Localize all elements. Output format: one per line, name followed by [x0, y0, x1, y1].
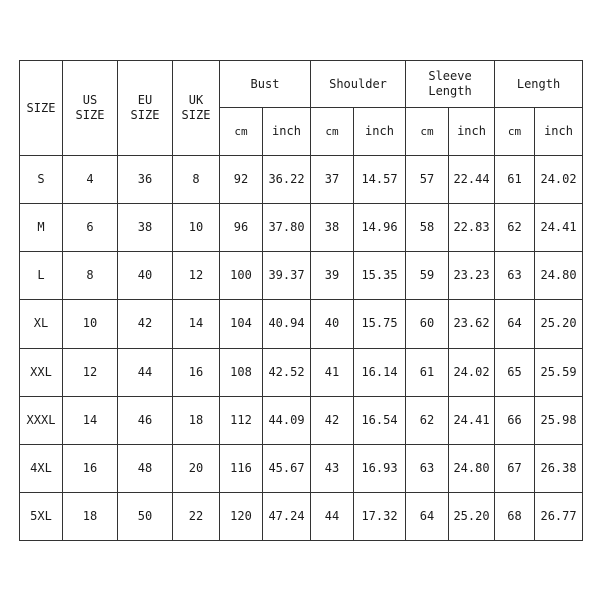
cell-bust-inch: 42.52	[263, 348, 311, 396]
header-bust-inch: inch	[263, 108, 311, 156]
size-chart-body	[20, 156, 583, 541]
header-sleeve-inch: inch	[449, 108, 495, 156]
cell-sleeve-cm: 58	[406, 204, 449, 252]
cell-bust-cm: 120	[220, 492, 263, 540]
table-row	[20, 444, 583, 492]
table-row	[20, 348, 583, 396]
header-sleeve-length: Sleeve Length	[406, 61, 495, 108]
cell-eu-size: 36	[118, 156, 173, 204]
header-shoulder-cm: cm	[311, 108, 354, 156]
cell-shoulder-cm: 42	[311, 396, 354, 444]
cell-length-inch: 26.38	[535, 444, 583, 492]
cell-shoulder-inch: 16.93	[354, 444, 406, 492]
cell-uk-size: 20	[173, 444, 220, 492]
cell-shoulder-cm: 41	[311, 348, 354, 396]
cell-us-size: 16	[63, 444, 118, 492]
cell-uk-size: 12	[173, 252, 220, 300]
cell-bust-cm: 100	[220, 252, 263, 300]
header-us-size: US SIZE	[63, 61, 118, 156]
header-sleeve-cm: cm	[406, 108, 449, 156]
cell-shoulder-cm: 40	[311, 300, 354, 348]
header-size: SIZE	[20, 61, 63, 156]
cell-length-inch: 26.77	[535, 492, 583, 540]
header-row-1	[20, 61, 583, 108]
cell-sleeve-cm: 57	[406, 156, 449, 204]
cell-bust-inch: 37.80	[263, 204, 311, 252]
cell-size: L	[20, 252, 63, 300]
cell-shoulder-inch: 14.57	[354, 156, 406, 204]
cell-uk-size: 16	[173, 348, 220, 396]
cell-eu-size: 46	[118, 396, 173, 444]
cell-bust-inch: 45.67	[263, 444, 311, 492]
cell-sleeve-inch: 25.20	[449, 492, 495, 540]
table-row	[20, 156, 583, 204]
header-uk-size: UK SIZE	[173, 61, 220, 156]
header-shoulder: Shoulder	[311, 61, 406, 108]
cell-shoulder-cm: 37	[311, 156, 354, 204]
header-bust-cm: cm	[220, 108, 263, 156]
cell-shoulder-inch: 15.35	[354, 252, 406, 300]
cell-sleeve-inch: 24.80	[449, 444, 495, 492]
cell-us-size: 14	[63, 396, 118, 444]
cell-length-inch: 24.80	[535, 252, 583, 300]
cell-us-size: 4	[63, 156, 118, 204]
cell-eu-size: 48	[118, 444, 173, 492]
cell-length-inch: 24.02	[535, 156, 583, 204]
cell-sleeve-cm: 60	[406, 300, 449, 348]
table-row	[20, 492, 583, 540]
cell-us-size: 6	[63, 204, 118, 252]
header-bust: Bust	[220, 61, 311, 108]
cell-sleeve-cm: 61	[406, 348, 449, 396]
cell-uk-size: 8	[173, 156, 220, 204]
cell-uk-size: 10	[173, 204, 220, 252]
cell-bust-inch: 36.22	[263, 156, 311, 204]
cell-sleeve-cm: 59	[406, 252, 449, 300]
cell-length-cm: 64	[495, 300, 535, 348]
cell-shoulder-cm: 38	[311, 204, 354, 252]
table-row	[20, 204, 583, 252]
cell-sleeve-inch: 23.62	[449, 300, 495, 348]
cell-length-cm: 67	[495, 444, 535, 492]
cell-sleeve-inch: 22.83	[449, 204, 495, 252]
cell-sleeve-inch: 24.02	[449, 348, 495, 396]
cell-uk-size: 22	[173, 492, 220, 540]
cell-length-cm: 66	[495, 396, 535, 444]
header-length-inch: inch	[535, 108, 583, 156]
header-shoulder-inch: inch	[354, 108, 406, 156]
cell-bust-inch: 47.24	[263, 492, 311, 540]
cell-eu-size: 38	[118, 204, 173, 252]
cell-shoulder-inch: 16.14	[354, 348, 406, 396]
cell-shoulder-cm: 44	[311, 492, 354, 540]
size-chart-table	[19, 60, 583, 541]
cell-bust-cm: 112	[220, 396, 263, 444]
cell-length-cm: 62	[495, 204, 535, 252]
cell-size: XL	[20, 300, 63, 348]
cell-bust-cm: 104	[220, 300, 263, 348]
cell-length-inch: 25.98	[535, 396, 583, 444]
cell-length-inch: 24.41	[535, 204, 583, 252]
cell-us-size: 8	[63, 252, 118, 300]
cell-shoulder-cm: 43	[311, 444, 354, 492]
cell-shoulder-inch: 16.54	[354, 396, 406, 444]
cell-sleeve-inch: 24.41	[449, 396, 495, 444]
table-row	[20, 300, 583, 348]
cell-size: XXXL	[20, 396, 63, 444]
cell-size: 5XL	[20, 492, 63, 540]
cell-uk-size: 18	[173, 396, 220, 444]
cell-length-cm: 61	[495, 156, 535, 204]
cell-eu-size: 44	[118, 348, 173, 396]
cell-size: XXL	[20, 348, 63, 396]
cell-shoulder-inch: 14.96	[354, 204, 406, 252]
cell-length-inch: 25.20	[535, 300, 583, 348]
cell-sleeve-inch: 22.44	[449, 156, 495, 204]
cell-size: S	[20, 156, 63, 204]
cell-shoulder-inch: 17.32	[354, 492, 406, 540]
cell-us-size: 18	[63, 492, 118, 540]
cell-shoulder-inch: 15.75	[354, 300, 406, 348]
cell-length-cm: 65	[495, 348, 535, 396]
cell-sleeve-cm: 62	[406, 396, 449, 444]
cell-eu-size: 42	[118, 300, 173, 348]
cell-length-cm: 68	[495, 492, 535, 540]
cell-length-cm: 63	[495, 252, 535, 300]
cell-size: M	[20, 204, 63, 252]
cell-length-inch: 25.59	[535, 348, 583, 396]
cell-eu-size: 40	[118, 252, 173, 300]
cell-bust-inch: 44.09	[263, 396, 311, 444]
cell-sleeve-cm: 64	[406, 492, 449, 540]
cell-eu-size: 50	[118, 492, 173, 540]
table-row	[20, 252, 583, 300]
cell-size: 4XL	[20, 444, 63, 492]
cell-bust-cm: 92	[220, 156, 263, 204]
cell-shoulder-cm: 39	[311, 252, 354, 300]
cell-us-size: 10	[63, 300, 118, 348]
cell-bust-cm: 108	[220, 348, 263, 396]
cell-sleeve-cm: 63	[406, 444, 449, 492]
cell-us-size: 12	[63, 348, 118, 396]
table-row	[20, 396, 583, 444]
header-eu-size: EU SIZE	[118, 61, 173, 156]
cell-bust-cm: 116	[220, 444, 263, 492]
cell-bust-cm: 96	[220, 204, 263, 252]
cell-sleeve-inch: 23.23	[449, 252, 495, 300]
header-length-cm: cm	[495, 108, 535, 156]
cell-uk-size: 14	[173, 300, 220, 348]
header-length: Length	[495, 61, 583, 108]
cell-bust-inch: 40.94	[263, 300, 311, 348]
cell-bust-inch: 39.37	[263, 252, 311, 300]
